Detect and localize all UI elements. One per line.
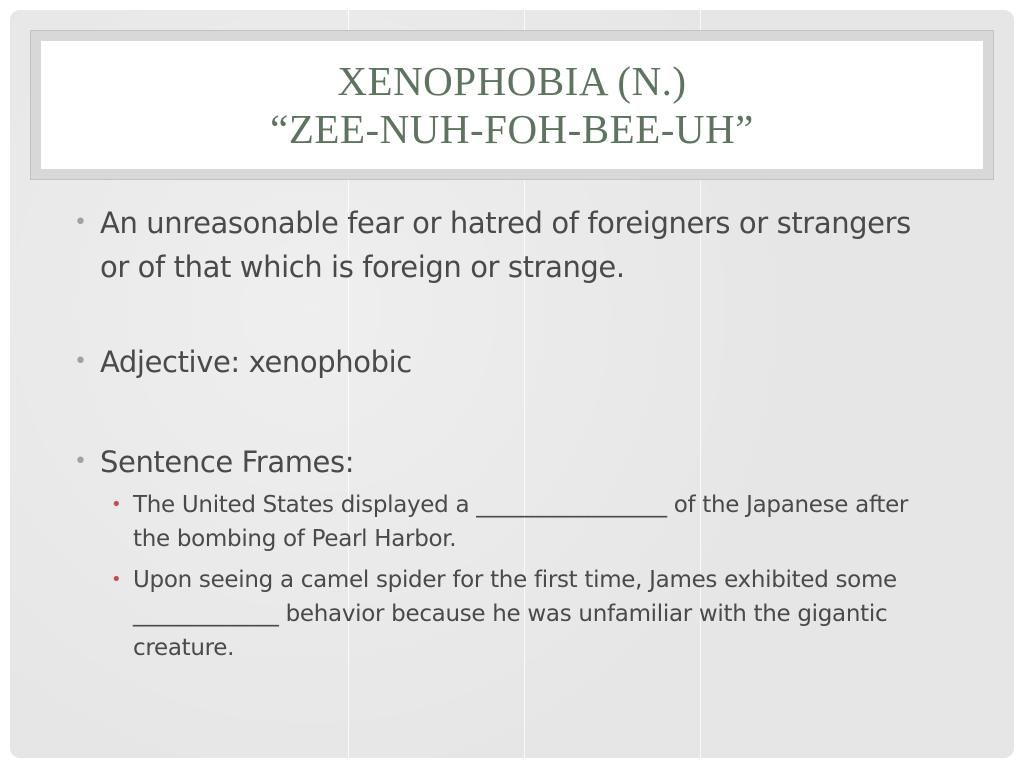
slide-body: [10, 10, 1014, 758]
bullet-text: Adjective: xenophobic: [100, 345, 412, 379]
sub-bullet-frame-1: [111, 488, 923, 556]
sub-bullet-dot-icon: •: [111, 494, 122, 515]
sub-bullet-frame-2: [111, 563, 923, 665]
bullet-dot-icon: •: [74, 449, 87, 474]
bullet-text: An unreasonable fear or hatred of foreigners or strangers or of that which is foreign or strange.: [100, 206, 911, 284]
bullet-adjective: [74, 340, 920, 384]
sub-bullet-text: Upon seeing a camel spider for the first time, James exhibited some _____________ behavior because he was unfamiliar with the gigantic creature.: [133, 567, 897, 661]
bullet-sentence-frames: [74, 440, 920, 484]
bullet-dot-icon: •: [74, 349, 87, 374]
sub-bullet-text: The United States displayed a _________________ of the Japanese after the bombing of Pearl Harbor.: [133, 492, 909, 552]
sub-bullet-dot-icon: •: [111, 569, 122, 590]
slide: [10, 10, 1014, 758]
slide-title-line-1: XENOPHOBIA (N.): [337, 58, 687, 104]
bullet-dot-icon: •: [74, 210, 87, 235]
slide-title-line-2: “ZEE-NUH-FOH-BEE-UH”: [270, 106, 754, 152]
bullet-definition: [74, 201, 920, 289]
bullet-text: Sentence Frames:: [100, 445, 355, 479]
